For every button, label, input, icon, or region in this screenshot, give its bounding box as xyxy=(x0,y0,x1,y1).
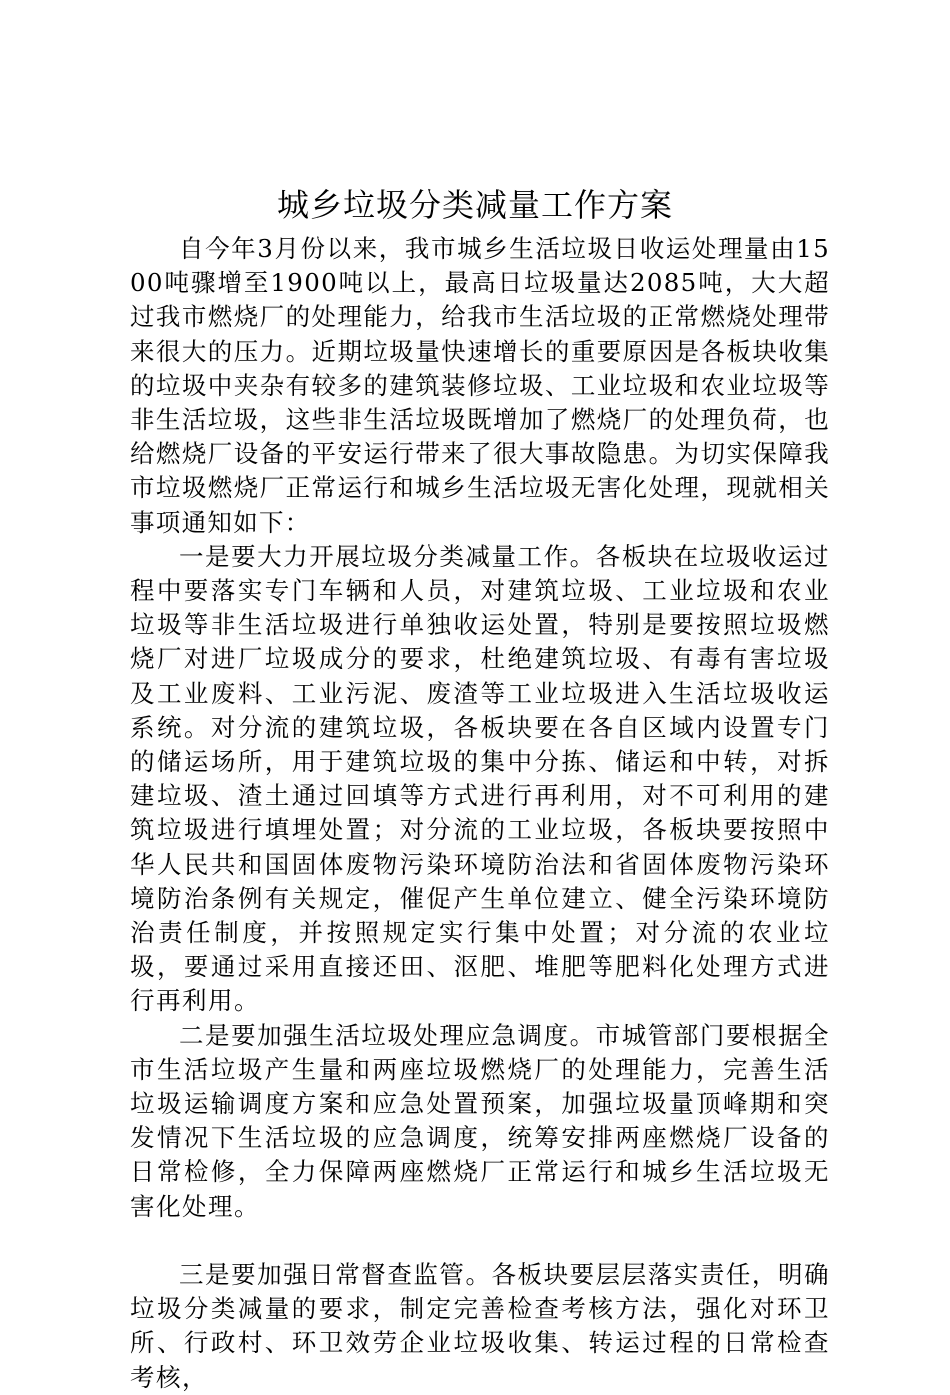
document-title: 城乡垃圾分类减量工作方案 xyxy=(276,186,673,224)
paragraph-intro: 自今年3月份以来，我市城乡生活垃圾日收运处理量由1500吨骤增至1900吨以上，最高日垃圾量达2085吨，大大超过我市燃烧厂的处理能力，给我市生活垃圾的正常燃烧处理带来很大的压力。近期垃圾量快速增长的重要原因是各板块收集的垃圾中夹杂有较多的建筑装修垃圾、工业垃圾和农业垃圾等非生活垃圾，这些非生活垃圾既增加了燃烧厂的处理负荷，也给燃烧厂设备的平安运行带来了很大事故隐患。为切实保障我市垃圾燃烧厂正常运行和城乡生活垃圾无害化处理，现就相关事项通知如下： xyxy=(130,234,830,537)
document-body xyxy=(130,232,830,1395)
paragraph-item-three: 三是要加强日常督查监管。各板块要层层落实责任，明确垃圾分类减量的要求，制定完善检查考核方法，强化对环卫所、行政村、环卫效劳企业垃圾收集、转运过程的日常检查考核， xyxy=(130,1259,830,1392)
paragraph-item-two: 二是要加强生活垃圾处理应急调度。市城管部门要根据全市生活垃圾产生量和两座垃圾燃烧厂的处理能力，完善生活垃圾运输调度方案和应急处置预案，加强垃圾量顶峰期和突发情况下生活垃圾的应急调度，统筹安排两座燃烧厂设备的日常检修，全力保障两座燃烧厂正常运行和城乡生活垃圾无害化处理。 xyxy=(130,1020,830,1221)
paragraph-item-one: 一是要大力开展垃圾分类减量工作。各板块在垃圾收运过程中要落实专门车辆和人员，对建筑垃圾、工业垃圾和农业垃圾等非生活垃圾进行单独收运处置，特别是要按照垃圾燃烧厂对进厂垃圾成分的要求，杜绝建筑垃圾、有毒有害垃圾及工业废料、工业污泥、废渣等工业垃圾进入生活垃圾收运系统。对分流的建筑垃圾，各板块要在各自区域内设置专门的储运场所，用于建筑垃圾的集中分拣、储运和中转，对拆建垃圾、渣土通过回填等方式进行再利用，对不可利用的建筑垃圾进行填埋处置；对分流的工业垃圾，各板块要按照中华人民共和国固体废物污染环境防治法和省固体废物污染环境防治条例有关规定，催促产生单位建立、健全污染环境防治责任制度，并按照规定实行集中处置；对分流的农业垃圾，要通过采用直接还田、沤肥、堆肥等肥料化处理方式进行再利用。 xyxy=(130,541,830,1016)
